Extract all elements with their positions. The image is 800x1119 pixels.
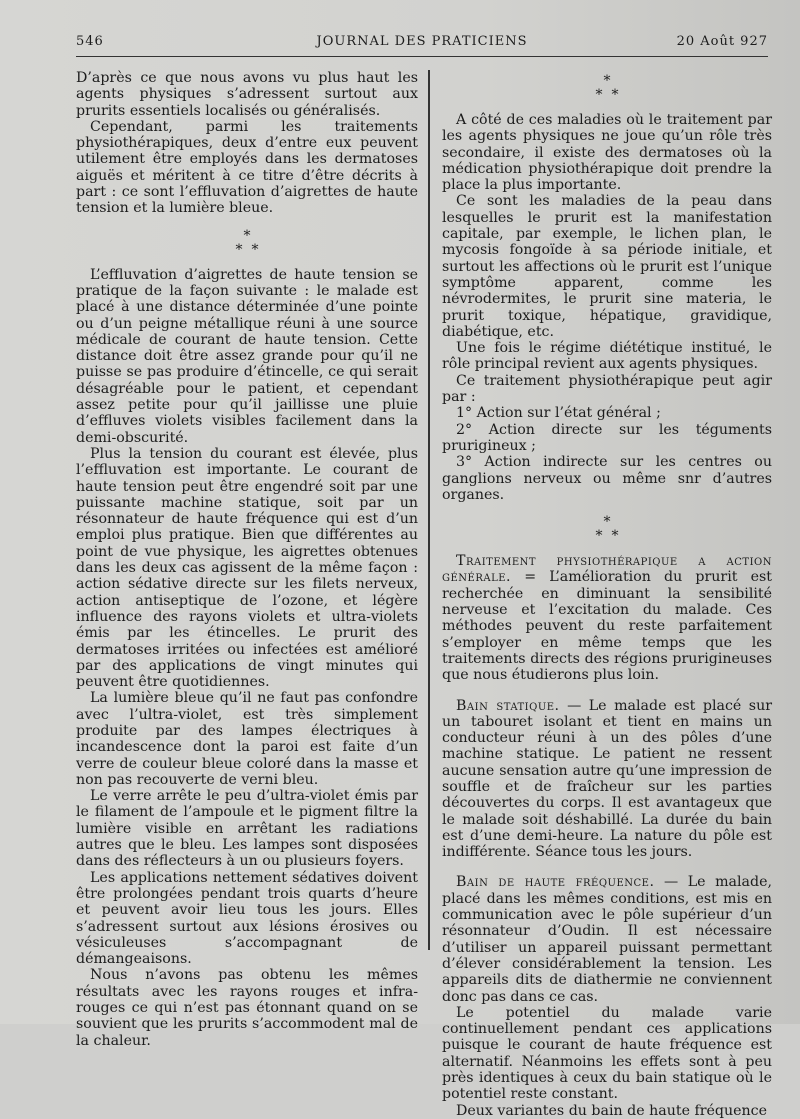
paragraph: Une fois le régime diététique institué, le rôle principal revient aux agents physiques. xyxy=(442,340,772,373)
paragraph: Ce traitement physiothérapique peut agir par : xyxy=(442,372,772,406)
paragraph: Les applications nettement sédatives doivent être prolongées pendant trois quarts d’heure et peuvent avoir lieu tous les jours. Elles s’adressent surtout aux lésions érosives ou vésiculeuses s’accompagnant de démangeaisons. xyxy=(76,869,418,968)
paragraph: Cependant, parmi les traitements physiothérapiques, deux d’entre eux peuvent utilement être employés dans les dermatoses aiguës et méritent à ce titre d’être décrits à part : ce sont l’effluvation d’aigrettes de haute tension et la lumière bleue. xyxy=(76,118,418,217)
section-paragraph: Traitement physiothérapique a action générale. = L’amélioration du prurit est recherchée en diminuant la sensibilité nerveuse et l’excitation du malade. Ces méthodes peuvent du reste parfaitement s’employer en même temps que les traitements directs des régions prurigineuses que nous étudierons plus loin. xyxy=(442,553,772,684)
right-column xyxy=(442,70,772,1119)
paragraph: A côté de ces maladies où le traitement par les agents physiques ne joue qu’un rôle très secondaire, il existe des dermatoses où la médication physiothérapique doit prendre la place la plus importante. xyxy=(442,112,772,194)
paragraph: La lumière bleue qu’il ne faut pas confondre avec l’ultra-violet, est très simplement produite par des lampes électriques à incandescence dont la paroi est faite d’un verre de couleur bleue coloré dans la masse et non pas recouverte de verni bleu. xyxy=(76,690,418,788)
section-paragraph: Bain de haute fréquence. — Le malade, placé dans les mêmes conditions, est mis en communication avec le pôle supérieur d’un résonnateur d’Oudin. Il est nécessaire d’utiliser un appareil puissant permettant d’élever considérablement la tension. Les appareils dits de diathermie ne conviennent donc pas dans ce cas. xyxy=(442,874,772,1005)
issue-date: 20 Août 927 xyxy=(676,34,768,49)
section-heading: Traitement physiothérapique a action générale. xyxy=(442,553,772,586)
column-divider xyxy=(428,70,430,950)
journal-title: JOURNAL DES PRATICIENS xyxy=(316,34,528,49)
section-ornament: * * * xyxy=(595,73,619,103)
section-heading: Bain statique. xyxy=(456,697,560,714)
list-item: 3° Action indirecte sur les centres ou ganglions nerveux ou même snr d’autres organes. xyxy=(442,454,772,503)
page-number: 546 xyxy=(76,34,104,49)
section-heading: Bain de haute fréquence. xyxy=(456,874,655,891)
paragraph: L’effluvation d’aigrettes de haute tension se pratique de la façon suivante : le malade est placé à une distance déterminée d’une pointe ou d’un peigne métallique réuni à une source médicale de courant de haute tension. Cette distance doit être assez grande pour qu’il ne puisse se pas produire d’étincelle, ce qui serait désagréable pour le patient, et cependant assez petite pour qu’il jaillisse une pluie d’effluves violets visibles facilement dans la demi-obscurité. xyxy=(76,266,418,446)
paragraph: Ce sont les maladies de la peau dans lesquelles le prurit est la manifestation capitale, par exemple, le lichen plan, le mycosis fongoïde à sa période initiale, et surtout les affections où le prurit est l’unique symptôme apparent, comme les névrodermites, le prurit sine materia, le prurit toxique, hépatique, gravidique, diabétique, etc. xyxy=(442,193,772,340)
section-ornament: * * * xyxy=(235,227,259,258)
paragraph: Nous n’avons pas obtenu les mêmes résultats avec les rayons rouges et infra-rouges ce qui n’est pas étonnant quand on se souvient que les prurits s’accommodent mal de la chaleur. xyxy=(76,967,418,1049)
paragraph: Le verre arrête le peu d’ultra-violet émis par le filament de l’ampoule et le pigment filtre la lumière visible en arrêtant les radiations autres que le bleu. Les lampes sont disposées dans des réflecteurs à un ou plusieurs foyers. xyxy=(76,788,418,870)
left-column xyxy=(76,70,418,1049)
paragraph: Plus la tension du courant est élevée, plus l’effluvation est importante. Le courant de haute tension peut être engendré soit par une puissante machine statique, soit par un résonnateur de haute fréquence qui est d’un emploi plus pratique. Bien que différentes au point de vue physique, les aigrettes obtenues dans les deux cas agissent de la même façon : action sédative directe sur les filets nerveux, action antiseptique de l’ozone, et légère influence des rayons violets et ultra-violets émis par les étincelles. Le prurit des dermatoses irritées ou infectées est amélioré par des applications de vingt minutes qui peuvent être quotidiennes. xyxy=(76,445,418,691)
paragraph: D’après ce que nous avons vu plus haut les agents physiques s’adressent surtout aux prurits essentiels localisés ou généralisés. xyxy=(76,70,418,119)
paragraph: Deux variantes du bain de haute fréquence xyxy=(456,1102,768,1119)
section-paragraph: Bain statique. — Le malade est placé sur un tabouret isolant et tient en mains un conducteur réuni à un des pôles d’une machine statique. Le patient ne ressent aucune sensation autre qu’une impression de souffle et de fraîcheur sur les parties découvertes du corps. Il est avantageux que le malade soit déshabillé. La durée du bain est d’une demi-heure. La nature du pôle est indifférente. Séance tous les jours. xyxy=(442,697,772,861)
list-item: 2° Action directe sur les téguments prurigineux ; xyxy=(442,421,772,454)
paragraph: Le potentiel du malade varie continuellement pendant ces applications puisque le courant de haute fréquence est alternatif. Néanmoins les effets sont à peu près identiques à ceux du bain statique où le potentiel reste constant. xyxy=(442,1004,772,1103)
list-item: 1° Action sur l’état général ; xyxy=(456,405,661,422)
section-ornament: * * * xyxy=(595,514,619,545)
running-header xyxy=(76,34,768,57)
